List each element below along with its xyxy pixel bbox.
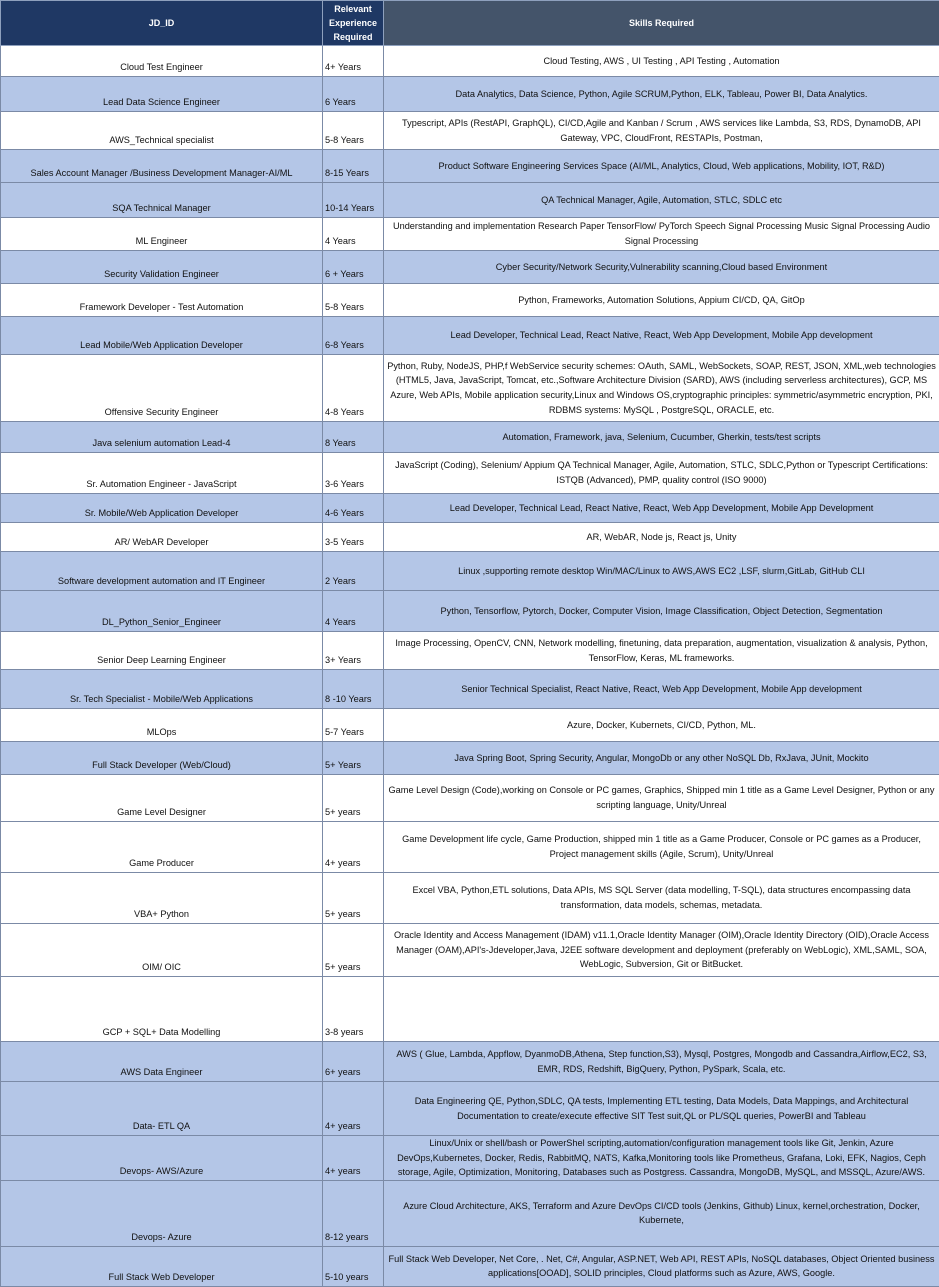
jd-id-cell: Cloud Test Engineer bbox=[1, 46, 323, 77]
table-row bbox=[1, 591, 939, 632]
experience-cell: 6-8 Years bbox=[323, 317, 384, 355]
experience-cell: 6 + Years bbox=[323, 251, 384, 284]
experience-cell: 6+ years bbox=[323, 1042, 384, 1082]
experience-cell: 3-8 years bbox=[323, 977, 384, 1042]
skills-cell: Oracle Identity and Access Management (IDAM) v11.1,Oracle Identity Manager (OIM),Oracle Identity Directory (OID),Oracle Access Manager (OAM),API's-Jdeveloper,Java, J2EE software development and deployment (preferably on WebLogic), XML,SAML, SOA, WebLogic, Subversion, Git or BitBucket. bbox=[384, 924, 939, 977]
table-row bbox=[1, 422, 939, 453]
table-row bbox=[1, 709, 939, 742]
jd-id-cell: Framework Developer - Test Automation bbox=[1, 284, 323, 317]
experience-cell: 5-8 Years bbox=[323, 284, 384, 317]
experience-cell: 5+ years bbox=[323, 924, 384, 977]
jd-id-cell: ML Engineer bbox=[1, 218, 323, 251]
skills-cell: Cloud Testing, AWS , UI Testing , API Testing , Automation bbox=[384, 46, 939, 77]
skills-cell: Product Software Engineering Services Space (AI/ML, Analytics, Cloud, Web applications, Mobility, IOT, R&D) bbox=[384, 150, 939, 183]
jd-id-cell: Game Producer bbox=[1, 822, 323, 873]
experience-cell: 10-14 Years bbox=[323, 183, 384, 218]
skills-cell: Azure Cloud Architecture, AKS, Terraform and Azure DevOps CI/CD tools (Jenkins, Github) Linux, kernel,orchestration, Docker, Kubernete, bbox=[384, 1180, 939, 1246]
table-row bbox=[1, 355, 939, 422]
header-experience-line2: Experience bbox=[329, 18, 377, 28]
table-row bbox=[1, 112, 939, 150]
skills-cell: QA Technical Manager, Agile, Automation, STLC, SDLC etc bbox=[384, 183, 939, 218]
table-row bbox=[1, 251, 939, 284]
table-row bbox=[1, 873, 939, 924]
jd-id-cell: GCP + SQL+ Data Modelling bbox=[1, 977, 323, 1042]
experience-cell: 4+ years bbox=[323, 822, 384, 873]
header-experience bbox=[323, 1, 384, 46]
experience-cell: 4-6 Years bbox=[323, 494, 384, 523]
jd-id-cell: Data- ETL QA bbox=[1, 1082, 323, 1136]
experience-cell: 5-10 years bbox=[323, 1246, 384, 1286]
table-row bbox=[1, 1082, 939, 1136]
skills-cell: Linux/Unix or shell/bash or PowerShel scripting,automation/configuration management tools like Git, Jenkin, Azure DevOps,Kubernetes, Docker, Redis, RabbitMQ, NATS, Kafka,Monitoring tools like Prometheus, Grafana, Loki, EFK, Nagios, Ceph storage, Agile, Optimization, Monitoring, Databases such as Postgress. Cassandra, MongoDB, MySQL, and MSSQL, Azure/AWS. bbox=[384, 1136, 939, 1181]
table-row bbox=[1, 183, 939, 218]
experience-cell: 6 Years bbox=[323, 77, 384, 112]
jd-id-cell: Sr. Automation Engineer - JavaScript bbox=[1, 453, 323, 494]
experience-cell: 8-12 years bbox=[323, 1180, 384, 1246]
skills-cell: Full Stack Web Developer, Net Core, . Net, C#, Angular, ASP.NET, Web API, REST APIs, NoSQL databases, Object Oriented business applications[OOAD], SOLID principles, Cloud platforms such as Azure, AWS, Google. bbox=[384, 1246, 939, 1286]
experience-cell: 4+ Years bbox=[323, 46, 384, 77]
jd-id-cell: Java selenium automation Lead-4 bbox=[1, 422, 323, 453]
table-row bbox=[1, 317, 939, 355]
skills-cell: Game Development life cycle, Game Production, shipped min 1 title as a Game Producer, Console or PC games as a Producer, Project management skills (Agile, Scrum), Unity/Unreal bbox=[384, 822, 939, 873]
table-row bbox=[1, 977, 939, 1042]
table-row bbox=[1, 924, 939, 977]
jd-id-cell: Senior Deep Learning Engineer bbox=[1, 632, 323, 670]
experience-cell: 3-6 Years bbox=[323, 453, 384, 494]
jd-id-cell: VBA+ Python bbox=[1, 873, 323, 924]
table-row bbox=[1, 822, 939, 873]
skills-cell: Excel VBA, Python,ETL solutions, Data APIs, MS SQL Server (data modelling, T-SQL), data structures encompassing data transformation, data models, schemas, metadata. bbox=[384, 873, 939, 924]
jd-id-cell: Sales Account Manager /Business Development Manager-AI/ML bbox=[1, 150, 323, 183]
jd-id-cell: Full Stack Web Developer bbox=[1, 1246, 323, 1286]
skills-cell: Senior Technical Specialist, React Native, React, Web App Development, Mobile App development bbox=[384, 670, 939, 709]
skills-cell: Lead Developer, Technical Lead, React Native, React, Web App Development, Mobile App development bbox=[384, 317, 939, 355]
header-skills: Skills Required bbox=[384, 1, 939, 46]
table-row bbox=[1, 523, 939, 552]
skills-cell: Automation, Framework, java, Selenium, Cucumber, Gherkin, tests/test scripts bbox=[384, 422, 939, 453]
skills-cell: Python, Tensorflow, Pytorch, Docker, Computer Vision, Image Classification, Object Detection, Segmentation bbox=[384, 591, 939, 632]
experience-cell: 2 Years bbox=[323, 552, 384, 591]
experience-cell: 8 -10 Years bbox=[323, 670, 384, 709]
skills-cell: Linux ,supporting remote desktop Win/MAC/Linux to AWS,AWS EC2 ,LSF, slurm,GitLab, GitHub CLI bbox=[384, 552, 939, 591]
skills-cell: Data Engineering QE, Python,SDLC, QA tests, Implementing ETL testing, Data Models, Data Mappings, and Architectural Documentation to create/execute effective SIT Test suit,QL or PL/SQL queries, PowerBI and Tableau bbox=[384, 1082, 939, 1136]
jd-id-cell: OIM/ OIC bbox=[1, 924, 323, 977]
jd-id-cell: MLOps bbox=[1, 709, 323, 742]
skills-cell bbox=[384, 977, 939, 1042]
table-row bbox=[1, 1180, 939, 1246]
experience-cell: 3+ Years bbox=[323, 632, 384, 670]
experience-cell: 4+ years bbox=[323, 1082, 384, 1136]
header-jd-id: JD_ID bbox=[1, 1, 323, 46]
experience-cell: 4 Years bbox=[323, 591, 384, 632]
header-row bbox=[1, 1, 939, 46]
skills-cell: Azure, Docker, Kubernets, CI/CD, Python, ML. bbox=[384, 709, 939, 742]
skills-cell: Image Processing, OpenCV, CNN, Network modelling, finetuning, data preparation, augmentation, visualization & analysis, Python, TensorFlow, Keras, ML frameworks. bbox=[384, 632, 939, 670]
jd-id-cell: Offensive Security Engineer bbox=[1, 355, 323, 422]
jd-id-cell: Lead Mobile/Web Application Developer bbox=[1, 317, 323, 355]
jd-id-cell: Full Stack Developer (Web/Cloud) bbox=[1, 742, 323, 775]
skills-cell: JavaScript (Coding), Selenium/ Appium QA Technical Manager, Agile, Automation, STLC, SDLC,Python or Typescript Certifications: ISTQB (Advanced), PMP, quality control (ISO 9000) bbox=[384, 453, 939, 494]
table-body bbox=[1, 46, 939, 1287]
table-row bbox=[1, 494, 939, 523]
experience-cell: 5+ years bbox=[323, 873, 384, 924]
jd-id-cell: Sr. Mobile/Web Application Developer bbox=[1, 494, 323, 523]
header-experience-line1: Relevant bbox=[334, 4, 372, 14]
jd-id-cell: Sr. Tech Specialist - Mobile/Web Applications bbox=[1, 670, 323, 709]
jd-id-cell: Security Validation Engineer bbox=[1, 251, 323, 284]
jd-id-cell: Game Level Designer bbox=[1, 775, 323, 822]
experience-cell: 4 Years bbox=[323, 218, 384, 251]
skills-cell: AWS ( Glue, Lambda, Appflow, DyanmoDB,Athena, Step function,S3), Mysql, Postgres, Mongodb and Cassandra,Airflow,EC2, S3, EMR, RDS, Redshift, BigQuery, Python, PySpark, Scala, etc. bbox=[384, 1042, 939, 1082]
jd-id-cell: AWS_Technical specialist bbox=[1, 112, 323, 150]
table-row bbox=[1, 284, 939, 317]
table-row bbox=[1, 1246, 939, 1286]
experience-cell: 5+ years bbox=[323, 775, 384, 822]
table-row bbox=[1, 552, 939, 591]
jd-id-cell: Devops- AWS/Azure bbox=[1, 1136, 323, 1181]
table-row bbox=[1, 453, 939, 494]
experience-cell: 4+ years bbox=[323, 1136, 384, 1181]
experience-cell: 5-8 Years bbox=[323, 112, 384, 150]
jd-id-cell: AR/ WebAR Developer bbox=[1, 523, 323, 552]
skills-cell: Java Spring Boot, Spring Security, Angular, MongoDb or any other NoSQL Db, RxJava, JUnit, Mockito bbox=[384, 742, 939, 775]
skills-cell: Understanding and implementation Research Paper TensorFlow/ PyTorch Speech Signal Processing Music Signal Processing Audio Signal Processing bbox=[384, 218, 939, 251]
jd-id-cell: Devops- Azure bbox=[1, 1180, 323, 1246]
table-row bbox=[1, 218, 939, 251]
table-row bbox=[1, 632, 939, 670]
header-experience-line3: Required bbox=[333, 32, 372, 42]
jd-id-cell: Software development automation and IT Engineer bbox=[1, 552, 323, 591]
jd-id-cell: SQA Technical Manager bbox=[1, 183, 323, 218]
experience-cell: 8-15 Years bbox=[323, 150, 384, 183]
table-row bbox=[1, 1042, 939, 1082]
experience-cell: 5+ Years bbox=[323, 742, 384, 775]
skills-cell: AR, WebAR, Node js, React js, Unity bbox=[384, 523, 939, 552]
experience-cell: 4-8 Years bbox=[323, 355, 384, 422]
skills-cell: Game Level Design (Code),working on Console or PC games, Graphics, Shipped min 1 title as a Game Level Designer, Python or any scripting language, Unity/Unreal bbox=[384, 775, 939, 822]
table-row bbox=[1, 1136, 939, 1181]
table-row bbox=[1, 77, 939, 112]
experience-cell: 3-5 Years bbox=[323, 523, 384, 552]
table-row bbox=[1, 46, 939, 77]
skills-cell: Cyber Security/Network Security,Vulnerability scanning,Cloud based Environment bbox=[384, 251, 939, 284]
skills-cell: Python, Frameworks, Automation Solutions, Appium CI/CD, QA, GitOp bbox=[384, 284, 939, 317]
skills-cell: Lead Developer, Technical Lead, React Native, React, Web App Development, Mobile App Development bbox=[384, 494, 939, 523]
skills-cell: Python, Ruby, NodeJS, PHP,f WebService security schemes: OAuth, SAML, WebSockets, SOAP, REST, JSON, XML,web technologies (HTML5, Java, JavaScript, Tomcat, etc.,Software Architecture Division (SARD), AWS (including serverless architectures), GCP, MS Azure, Web APIs, Mobile application security,Linux and Windows OS,cryptographic principles: symmetric/asymmetric encryption, PKI, RDBMS systems: MySQL , PostgreSQL, ORACLE, etc. bbox=[384, 355, 939, 422]
jd-id-cell: DL_Python_Senior_Engineer bbox=[1, 591, 323, 632]
table-row bbox=[1, 742, 939, 775]
table-row bbox=[1, 150, 939, 183]
experience-cell: 5-7 Years bbox=[323, 709, 384, 742]
jd-id-cell: AWS Data Engineer bbox=[1, 1042, 323, 1082]
table-row bbox=[1, 670, 939, 709]
jd-id-cell: Lead Data Science Engineer bbox=[1, 77, 323, 112]
skills-cell: Typescript, APIs (RestAPI, GraphQL), CI/CD,Agile and Kanban / Scrum , AWS services like Lambda, S3, RDS, DynamoDB, API Gateway, VPC, CloudFront, RESTAPIs, Postman, bbox=[384, 112, 939, 150]
skills-cell: Data Analytics, Data Science, Python, Agile SCRUM,Python, ELK, Tableau, Power BI, Data Analytics. bbox=[384, 77, 939, 112]
table-row bbox=[1, 775, 939, 822]
experience-cell: 8 Years bbox=[323, 422, 384, 453]
